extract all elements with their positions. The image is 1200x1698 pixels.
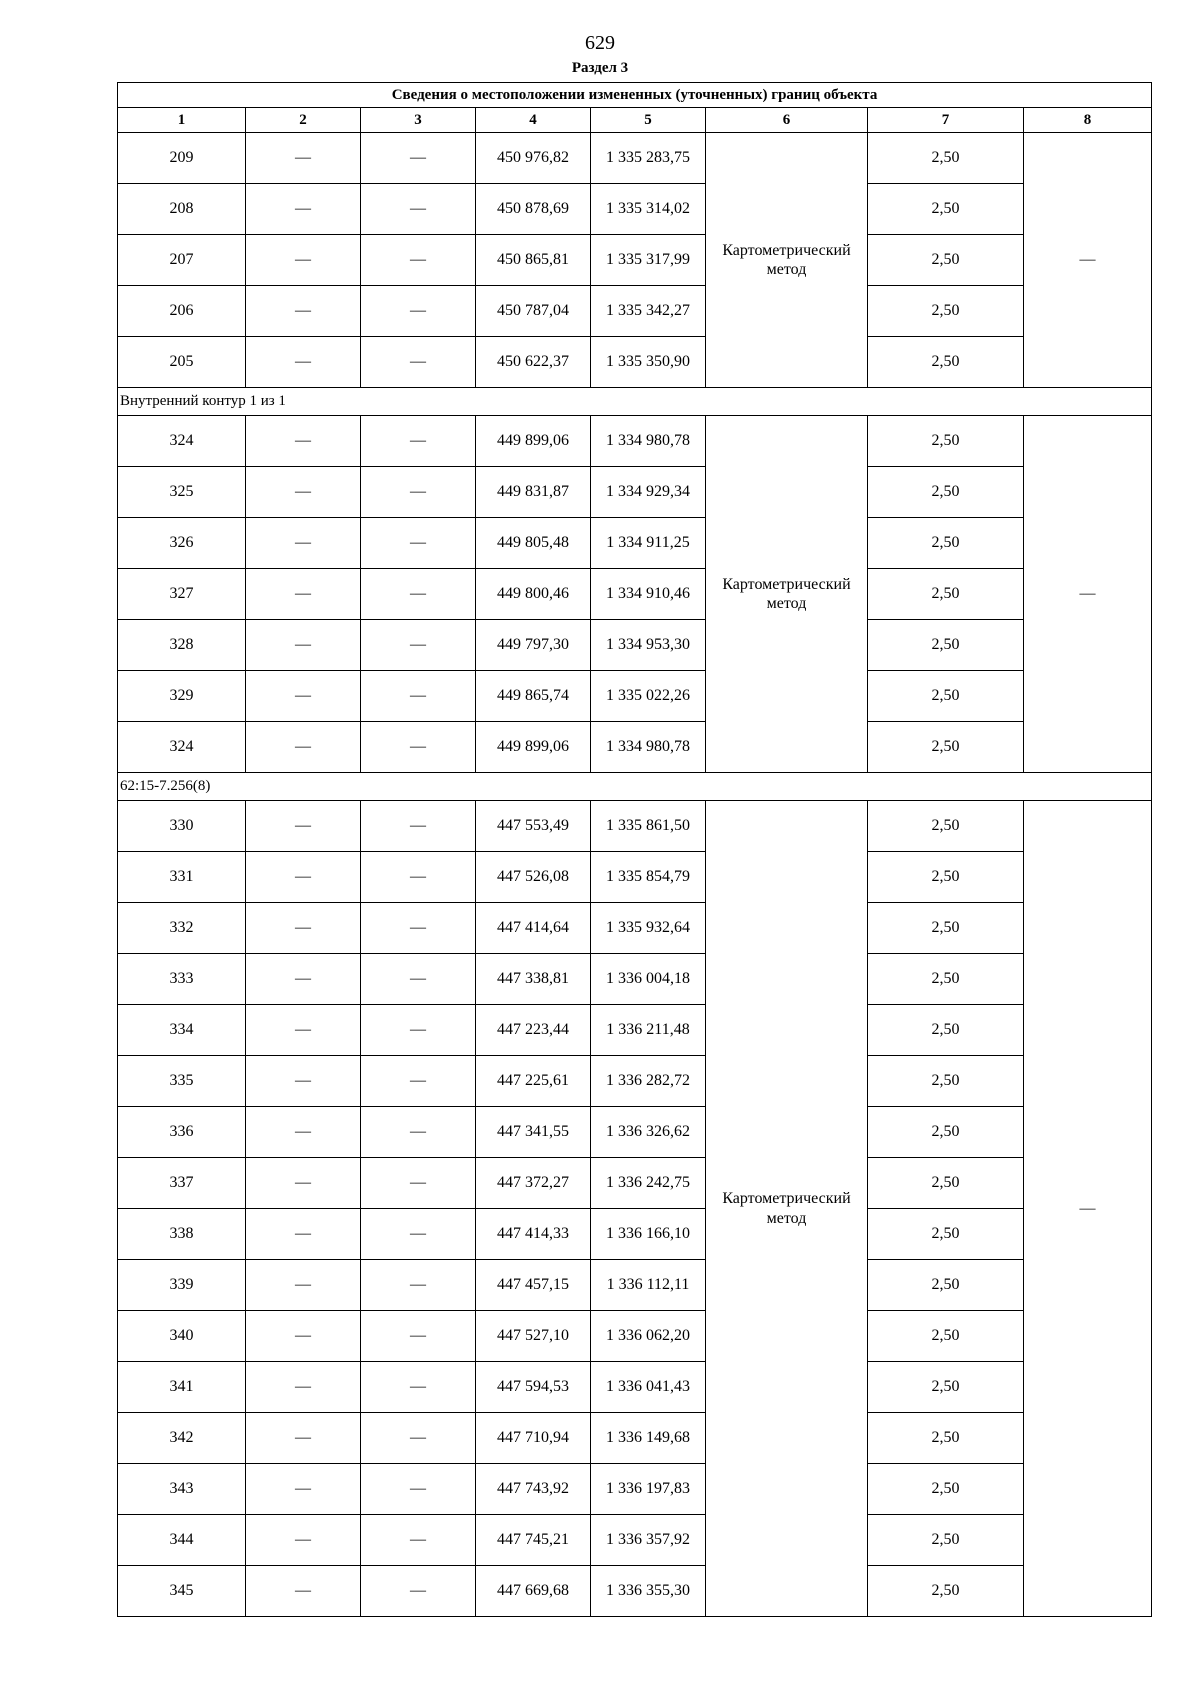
point-number-cell: 207 — [118, 235, 246, 286]
x-coordinate-cell: 450 976,82 — [476, 133, 591, 184]
column-2-cell: — — [246, 1005, 361, 1056]
section-title: Раздел 3 — [571, 60, 629, 76]
precision-cell: 2,50 — [868, 184, 1024, 235]
x-coordinate-cell: 447 527,10 — [476, 1311, 591, 1362]
column-2-cell: — — [246, 903, 361, 954]
x-coordinate-cell: 447 414,33 — [476, 1209, 591, 1260]
x-coordinate-cell: 449 831,87 — [476, 467, 591, 518]
precision-cell: 2,50 — [868, 518, 1024, 569]
table-row — [118, 671, 1152, 722]
x-coordinate-cell: 450 865,81 — [476, 235, 591, 286]
column-number: 4 — [476, 108, 591, 133]
y-coordinate-cell: 1 335 861,50 — [591, 801, 706, 852]
column-number: 6 — [706, 108, 868, 133]
column-2-cell: — — [246, 801, 361, 852]
column-3-cell: — — [361, 467, 476, 518]
precision-cell: 2,50 — [868, 467, 1024, 518]
table-row — [118, 954, 1152, 1005]
column-3-cell: — — [361, 722, 476, 773]
y-coordinate-cell: 1 335 342,27 — [591, 286, 706, 337]
column-number: 8 — [1024, 108, 1152, 133]
column-3-cell: — — [361, 1260, 476, 1311]
point-number-cell: 209 — [118, 133, 246, 184]
table-row — [118, 620, 1152, 671]
x-coordinate-cell: 447 223,44 — [476, 1005, 591, 1056]
table-caption: Сведения о местоположении измененных (уточненных) границ объекта — [118, 83, 1152, 108]
column-3-cell: — — [361, 801, 476, 852]
table-row — [118, 1005, 1152, 1056]
x-coordinate-cell: 450 622,37 — [476, 337, 591, 388]
column-2-cell: — — [246, 722, 361, 773]
table-row — [118, 1515, 1152, 1566]
column-3-cell: — — [361, 1566, 476, 1617]
column-3-cell: — — [361, 1158, 476, 1209]
precision-cell: 2,50 — [868, 1107, 1024, 1158]
column-3-cell: — — [361, 1413, 476, 1464]
precision-cell: 2,50 — [868, 954, 1024, 1005]
y-coordinate-cell: 1 335 283,75 — [591, 133, 706, 184]
x-coordinate-cell: 447 457,15 — [476, 1260, 591, 1311]
point-number-cell: 345 — [118, 1566, 246, 1617]
table-row — [118, 467, 1152, 518]
point-number-cell: 326 — [118, 518, 246, 569]
precision-cell: 2,50 — [868, 133, 1024, 184]
y-coordinate-cell: 1 335 022,26 — [591, 671, 706, 722]
column-2-cell: — — [246, 518, 361, 569]
column-2-cell: — — [246, 1158, 361, 1209]
table-row — [118, 722, 1152, 773]
column-3-cell: — — [361, 286, 476, 337]
point-number-cell: 342 — [118, 1413, 246, 1464]
table-row — [118, 1413, 1152, 1464]
column-3-cell: — — [361, 903, 476, 954]
column-2-cell: — — [246, 1107, 361, 1158]
precision-cell: 2,50 — [868, 1209, 1024, 1260]
x-coordinate-cell: 447 594,53 — [476, 1362, 591, 1413]
column-3-cell: — — [361, 184, 476, 235]
y-coordinate-cell: 1 336 197,83 — [591, 1464, 706, 1515]
point-number-cell: 337 — [118, 1158, 246, 1209]
point-number-cell: 325 — [118, 467, 246, 518]
y-coordinate-cell: 1 336 149,68 — [591, 1413, 706, 1464]
column-3-cell: — — [361, 954, 476, 1005]
y-coordinate-cell: 1 336 004,18 — [591, 954, 706, 1005]
y-coordinate-cell: 1 334 980,78 — [591, 722, 706, 773]
precision-cell: 2,50 — [868, 801, 1024, 852]
y-coordinate-cell: 1 335 932,64 — [591, 903, 706, 954]
precision-cell: 2,50 — [868, 1566, 1024, 1617]
y-coordinate-cell: 1 336 326,62 — [591, 1107, 706, 1158]
contour-separator: Внутренний контур 1 из 1 — [118, 388, 1152, 416]
x-coordinate-cell: 447 745,21 — [476, 1515, 591, 1566]
precision-cell: 2,50 — [868, 416, 1024, 467]
column-2-cell: — — [246, 1362, 361, 1413]
x-coordinate-cell: 447 338,81 — [476, 954, 591, 1005]
table-row — [118, 416, 1152, 467]
x-coordinate-cell: 447 526,08 — [476, 852, 591, 903]
precision-cell: 2,50 — [868, 1464, 1024, 1515]
x-coordinate-cell: 447 414,64 — [476, 903, 591, 954]
column-8-cell: — — [1024, 416, 1152, 773]
y-coordinate-cell: 1 334 980,78 — [591, 416, 706, 467]
column-number: 7 — [868, 108, 1024, 133]
column-2-cell: — — [246, 1311, 361, 1362]
point-number-cell: 344 — [118, 1515, 246, 1566]
precision-cell: 2,50 — [868, 286, 1024, 337]
precision-cell: 2,50 — [868, 1260, 1024, 1311]
x-coordinate-cell: 449 800,46 — [476, 569, 591, 620]
table-row — [118, 1107, 1152, 1158]
x-coordinate-cell: 447 710,94 — [476, 1413, 591, 1464]
point-number-cell: 208 — [118, 184, 246, 235]
column-number: 2 — [246, 108, 361, 133]
column-2-cell: — — [246, 467, 361, 518]
precision-cell: 2,50 — [868, 852, 1024, 903]
x-coordinate-cell: 449 899,06 — [476, 416, 591, 467]
column-3-cell: — — [361, 1005, 476, 1056]
x-coordinate-cell: 450 787,04 — [476, 286, 591, 337]
table-row — [118, 235, 1152, 286]
column-2-cell: — — [246, 286, 361, 337]
x-coordinate-cell: 447 669,68 — [476, 1566, 591, 1617]
point-number-cell: 340 — [118, 1311, 246, 1362]
y-coordinate-cell: 1 334 953,30 — [591, 620, 706, 671]
contour-separator: 62:15-7.256(8) — [118, 773, 1152, 801]
y-coordinate-cell: 1 336 062,20 — [591, 1311, 706, 1362]
y-coordinate-cell: 1 336 355,30 — [591, 1566, 706, 1617]
column-2-cell: — — [246, 1056, 361, 1107]
x-coordinate-cell: 447 225,61 — [476, 1056, 591, 1107]
column-3-cell: — — [361, 337, 476, 388]
point-number-cell: 334 — [118, 1005, 246, 1056]
table-row — [118, 337, 1152, 388]
precision-cell: 2,50 — [868, 1413, 1024, 1464]
point-number-cell: 205 — [118, 337, 246, 388]
column-number: 5 — [591, 108, 706, 133]
x-coordinate-cell: 450 878,69 — [476, 184, 591, 235]
precision-cell: 2,50 — [868, 671, 1024, 722]
table-row — [118, 1209, 1152, 1260]
boundary-coordinates-table — [117, 82, 1152, 1617]
point-number-cell: 324 — [118, 722, 246, 773]
column-2-cell: — — [246, 1260, 361, 1311]
x-coordinate-cell: 449 797,30 — [476, 620, 591, 671]
column-3-cell: — — [361, 416, 476, 467]
column-3-cell: — — [361, 235, 476, 286]
table-row — [118, 1464, 1152, 1515]
y-coordinate-cell: 1 336 166,10 — [591, 1209, 706, 1260]
column-3-cell: — — [361, 852, 476, 903]
column-3-cell: — — [361, 620, 476, 671]
y-coordinate-cell: 1 335 317,99 — [591, 235, 706, 286]
y-coordinate-cell: 1 335 314,02 — [591, 184, 706, 235]
column-3-cell: — — [361, 569, 476, 620]
precision-cell: 2,50 — [868, 337, 1024, 388]
y-coordinate-cell: 1 336 211,48 — [591, 1005, 706, 1056]
column-8-cell: — — [1024, 801, 1152, 1617]
y-coordinate-cell: 1 335 350,90 — [591, 337, 706, 388]
column-3-cell: — — [361, 1515, 476, 1566]
table-row — [118, 801, 1152, 852]
table-row — [118, 133, 1152, 184]
column-3-cell: — — [361, 1056, 476, 1107]
table-row — [118, 1056, 1152, 1107]
column-2-cell: — — [246, 954, 361, 1005]
precision-cell: 2,50 — [868, 1362, 1024, 1413]
column-number: 1 — [118, 108, 246, 133]
x-coordinate-cell: 447 553,49 — [476, 801, 591, 852]
column-3-cell: — — [361, 133, 476, 184]
precision-cell: 2,50 — [868, 1005, 1024, 1056]
column-2-cell: — — [246, 620, 361, 671]
point-number-cell: 341 — [118, 1362, 246, 1413]
y-coordinate-cell: 1 335 854,79 — [591, 852, 706, 903]
point-number-cell: 333 — [118, 954, 246, 1005]
y-coordinate-cell: 1 336 357,92 — [591, 1515, 706, 1566]
y-coordinate-cell: 1 336 112,11 — [591, 1260, 706, 1311]
column-number: 3 — [361, 108, 476, 133]
column-3-cell: — — [361, 1464, 476, 1515]
column-2-cell: — — [246, 1515, 361, 1566]
column-3-cell: — — [361, 1107, 476, 1158]
column-2-cell: — — [246, 671, 361, 722]
point-number-cell: 328 — [118, 620, 246, 671]
column-3-cell: — — [361, 518, 476, 569]
column-3-cell: — — [361, 1311, 476, 1362]
x-coordinate-cell: 449 805,48 — [476, 518, 591, 569]
column-3-cell: — — [361, 1209, 476, 1260]
precision-cell: 2,50 — [868, 1311, 1024, 1362]
point-number-cell: 336 — [118, 1107, 246, 1158]
table-row — [118, 1158, 1152, 1209]
x-coordinate-cell: 449 899,06 — [476, 722, 591, 773]
x-coordinate-cell: 449 865,74 — [476, 671, 591, 722]
x-coordinate-cell: 447 372,27 — [476, 1158, 591, 1209]
column-2-cell: — — [246, 569, 361, 620]
point-number-cell: 206 — [118, 286, 246, 337]
column-2-cell: — — [246, 337, 361, 388]
table-row — [118, 903, 1152, 954]
table-row — [118, 286, 1152, 337]
table-row — [118, 852, 1152, 903]
column-8-cell: — — [1024, 133, 1152, 388]
point-number-cell: 335 — [118, 1056, 246, 1107]
precision-cell: 2,50 — [868, 722, 1024, 773]
method-cell: Картометрический метод — [706, 416, 868, 773]
table-row — [118, 1362, 1152, 1413]
y-coordinate-cell: 1 336 242,75 — [591, 1158, 706, 1209]
column-2-cell: — — [246, 1464, 361, 1515]
table-row — [118, 569, 1152, 620]
column-2-cell: — — [246, 133, 361, 184]
precision-cell: 2,50 — [868, 903, 1024, 954]
point-number-cell: 338 — [118, 1209, 246, 1260]
point-number-cell: 332 — [118, 903, 246, 954]
y-coordinate-cell: 1 334 929,34 — [591, 467, 706, 518]
method-cell: Картометрический метод — [706, 801, 868, 1617]
column-2-cell: — — [246, 184, 361, 235]
precision-cell: 2,50 — [868, 1056, 1024, 1107]
point-number-cell: 329 — [118, 671, 246, 722]
x-coordinate-cell: 447 341,55 — [476, 1107, 591, 1158]
column-2-cell: — — [246, 416, 361, 467]
table-row — [118, 1311, 1152, 1362]
table-row — [118, 1566, 1152, 1617]
point-number-cell: 331 — [118, 852, 246, 903]
column-2-cell: — — [246, 852, 361, 903]
column-2-cell: — — [246, 1566, 361, 1617]
table-row — [118, 184, 1152, 235]
point-number-cell: 330 — [118, 801, 246, 852]
y-coordinate-cell: 1 336 282,72 — [591, 1056, 706, 1107]
precision-cell: 2,50 — [868, 1158, 1024, 1209]
point-number-cell: 324 — [118, 416, 246, 467]
precision-cell: 2,50 — [868, 569, 1024, 620]
y-coordinate-cell: 1 336 041,43 — [591, 1362, 706, 1413]
y-coordinate-cell: 1 334 911,25 — [591, 518, 706, 569]
column-2-cell: — — [246, 1413, 361, 1464]
point-number-cell: 343 — [118, 1464, 246, 1515]
table-row — [118, 518, 1152, 569]
y-coordinate-cell: 1 334 910,46 — [591, 569, 706, 620]
table-row — [118, 1260, 1152, 1311]
column-3-cell: — — [361, 671, 476, 722]
x-coordinate-cell: 447 743,92 — [476, 1464, 591, 1515]
precision-cell: 2,50 — [868, 235, 1024, 286]
point-number-cell: 339 — [118, 1260, 246, 1311]
point-number-cell: 327 — [118, 569, 246, 620]
column-2-cell: — — [246, 1209, 361, 1260]
precision-cell: 2,50 — [868, 1515, 1024, 1566]
precision-cell: 2,50 — [868, 620, 1024, 671]
page-number: 629 — [585, 32, 615, 54]
column-3-cell: — — [361, 1362, 476, 1413]
column-2-cell: — — [246, 235, 361, 286]
method-cell: Картометрический метод — [706, 133, 868, 388]
